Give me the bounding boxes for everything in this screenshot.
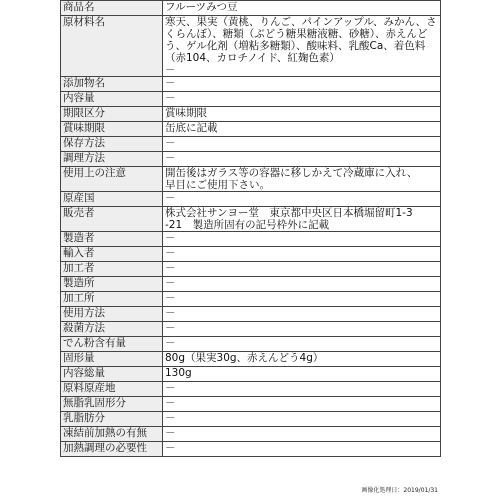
field-value (163, 397, 441, 412)
field-value-line: 缶底に記載 (165, 122, 218, 134)
field-label: 加熱調理の必要性 (61, 442, 163, 457)
field-value-line: （赤104、カロチノイド、紅麹色素） (165, 52, 340, 64)
field-label: 販売者 (61, 207, 163, 232)
table-row (61, 77, 441, 92)
field-value-line: － (165, 337, 176, 349)
table-row (61, 427, 441, 442)
field-value (163, 337, 441, 352)
field-value-line: フルーツみつ豆 (165, 1, 238, 13)
product-info-sheet (60, 0, 440, 457)
field-value-line: － (165, 247, 176, 259)
field-value-line: 寒天、果実（黄桃、りんご、パインアップル、みかん、さ (165, 16, 437, 28)
product-info-table (60, 0, 441, 457)
processing-date-note: 画像化処理日：2019/01/31 (361, 487, 438, 494)
field-value (163, 352, 441, 367)
field-label: 調理方法 (61, 152, 163, 167)
field-value (163, 107, 441, 122)
field-value-line: － (165, 382, 176, 394)
table-row (61, 322, 441, 337)
field-label: 内容量 (61, 92, 163, 107)
field-value (163, 152, 441, 167)
field-value (163, 442, 441, 457)
field-value-line: － (165, 232, 176, 244)
table-row (61, 352, 441, 367)
field-label: 原料原産地 (61, 382, 163, 397)
field-label: 製造所 (61, 277, 163, 292)
table-row (61, 192, 441, 207)
field-label: 使用方法 (61, 307, 163, 322)
field-value (163, 77, 441, 92)
field-label: 加工者 (61, 262, 163, 277)
field-value (163, 137, 441, 152)
field-value-line: － (165, 77, 176, 89)
field-label: 原産国 (61, 192, 163, 207)
field-value (163, 427, 441, 442)
table-row (61, 247, 441, 262)
field-value (163, 307, 441, 322)
field-value-line: － (165, 262, 176, 274)
table-row (61, 152, 441, 167)
table-row (61, 292, 441, 307)
field-value (163, 207, 441, 232)
table-row (61, 137, 441, 152)
field-value (163, 262, 441, 277)
field-value-line: － (165, 137, 176, 149)
field-value-line: 早目にご使用下さい。 (165, 179, 270, 191)
table-row (61, 382, 441, 397)
field-label: 製造者 (61, 232, 163, 247)
field-label: 保存方法 (61, 137, 163, 152)
table-row (61, 397, 441, 412)
field-value-line: － (165, 192, 176, 204)
field-value-line: 開缶後はガラス等の容器に移しかえて冷蔵庫に入れ、 (165, 167, 418, 179)
field-label: 使用上の注意 (61, 167, 163, 192)
table-row (61, 367, 441, 382)
table-row (61, 337, 441, 352)
table-row (61, 307, 441, 322)
field-value-line: 130g (165, 367, 192, 379)
field-label: 原材料名 (61, 16, 163, 77)
field-value-line: － (165, 307, 176, 319)
field-value (163, 122, 441, 137)
field-value-line: － (165, 277, 176, 289)
field-label: 内容総量 (61, 367, 163, 382)
table-row (61, 277, 441, 292)
table-row (61, 16, 441, 77)
field-value-line: － (165, 397, 176, 409)
field-value-line: う、ゲル化剤（増粘多糖類）、酸味料、乳酸Ca、着色料 (165, 40, 426, 52)
field-value (163, 322, 441, 337)
field-label: 期限区分 (61, 107, 163, 122)
table-row (61, 167, 441, 192)
table-row (61, 122, 441, 137)
field-value (163, 92, 441, 107)
table-row (61, 1, 441, 16)
field-value-line: 賞味期限 (165, 107, 207, 119)
table-row (61, 262, 441, 277)
field-value (163, 277, 441, 292)
field-label: でん粉含有量 (61, 337, 163, 352)
field-value (163, 382, 441, 397)
field-label: 賞味期限 (61, 122, 163, 137)
field-value (163, 192, 441, 207)
table-row (61, 107, 441, 122)
field-label: 固形量 (61, 352, 163, 367)
field-value (163, 16, 441, 77)
table-row (61, 207, 441, 232)
table-row (61, 232, 441, 247)
field-label: 無脂乳固形分 (61, 397, 163, 412)
field-label: 添加物名 (61, 77, 163, 92)
field-value (163, 232, 441, 247)
field-value-line: － (165, 442, 176, 454)
field-value (163, 412, 441, 427)
field-value-line: － (165, 427, 176, 439)
field-value-line: － (165, 64, 176, 76)
field-label: 乳脂肪分 (61, 412, 163, 427)
field-value-line: － (165, 152, 176, 164)
table-row (61, 412, 441, 427)
field-value (163, 292, 441, 307)
field-label: 殺菌方法 (61, 322, 163, 337)
field-value-line: － (165, 92, 176, 104)
field-value (163, 247, 441, 262)
field-value-line: 80g（果実30g、赤えんどう4g） (165, 352, 324, 364)
field-value (163, 367, 441, 382)
table-row (61, 442, 441, 457)
table-row (61, 92, 441, 107)
field-label: 凍結前加熱の有無 (61, 427, 163, 442)
field-value-line: － (165, 292, 176, 304)
field-label: 商品名 (61, 1, 163, 16)
field-label: 加工所 (61, 292, 163, 307)
product-info-rows (61, 1, 441, 457)
field-value-line: 株式会社サンヨー堂 東京都中央区日本橋堀留町1-3 (165, 207, 413, 219)
field-value (163, 1, 441, 16)
field-value-line: くらんぼ）、糖類（ぶどう糖果糖液糖、砂糖）、赤えんど (165, 28, 428, 40)
field-value-line: － (165, 322, 176, 334)
field-value-line: － (165, 412, 176, 424)
field-value (163, 167, 441, 192)
field-label: 輸入者 (61, 247, 163, 262)
field-value-line: -21 製造所固有の記号枠外に記載 (165, 219, 330, 231)
